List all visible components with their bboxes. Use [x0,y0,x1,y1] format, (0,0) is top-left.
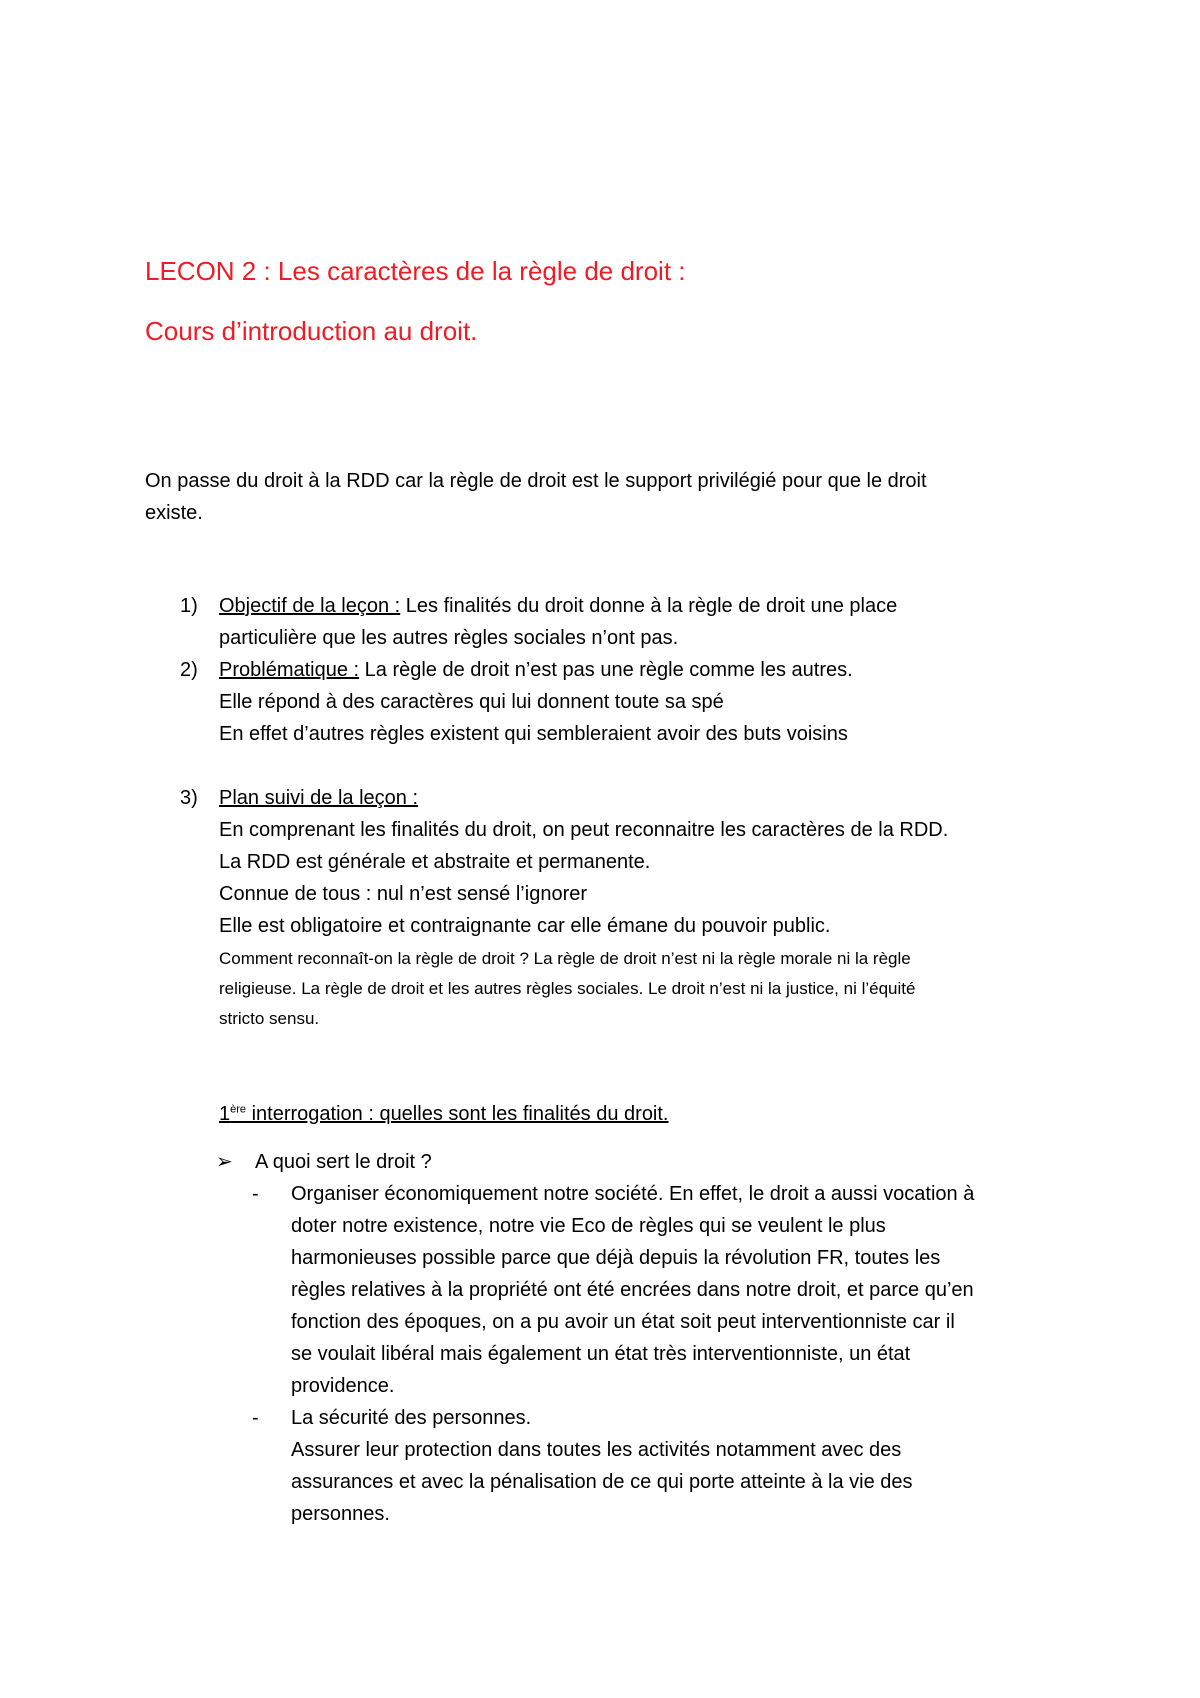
bullet-2-line-3: assurances et avec la pénalisation de ce qui porte atteinte à la vie des [291,1471,913,1493]
item-2-cont-1: Elle répond à des caractères qui lui donnent toute sa spé [219,691,724,713]
item-2-text: La règle de droit n’est pas une règle comme les autres. [359,659,853,681]
course-subtitle: Cours d’introduction au droit. [145,316,478,346]
interrogation-num: 1 [219,1103,231,1125]
item-2-line [219,654,853,686]
item-3-note-2: religieuse. La règle de droit et les autres règles sociales. Le droit n’est ni la justice, ni l’équité [219,979,916,998]
intro-line-1: On passe du droit à la RDD car la règle de droit est le support privilégié pour que le droit [145,470,927,492]
item-3-cont-4: Elle est obligatoire et contraignante car elle émane du pouvoir public. [219,915,831,937]
item-1-line [219,590,897,622]
bullet-1-line-4: règles relatives à la propriété ont été encrées dans notre droit, et parce qu’en [291,1279,974,1301]
lesson-title: LECON 2 : Les caractères de la règle de droit : [145,256,686,286]
bullet-1-line-7: providence. [291,1375,395,1397]
item-2-label: Problématique : [219,659,360,681]
item-3-cont-2: La RDD est générale et abstraite et permanente. [219,851,651,873]
interrogation-heading [219,1098,669,1130]
item-1-label: Objectif de la leçon : [219,595,401,617]
item-3-note-3: stricto sensu. [219,1009,320,1028]
item-2-cont-2: En effet d’autres règles existent qui sembleraient avoir des buts voisins [219,723,848,745]
arrow-bullet-icon: ➢ [216,1151,233,1173]
item-3-cont-3: Connue de tous : nul n’est sensé l’ignorer [219,883,588,905]
bullet-2-line-4: personnes. [291,1503,390,1525]
item-3-line [219,782,418,814]
bullet-1-line-5: fonction des époques, on a pu avoir un état soit peut interventionniste car il [291,1311,955,1333]
intro-line-2: existe. [145,502,203,524]
bullet-1-line-6: se voulait libéral mais également un état très interventionniste, un état [291,1343,911,1365]
item-1-text: Les finalités du droit donne à la règle de droit une place [400,595,898,617]
item-3-label: Plan suivi de la leçon : [219,787,419,809]
item-3-note-1: Comment reconnaît-on la règle de droit ? La règle de droit n’est ni la règle morale ni la règle [219,949,911,968]
bullet-1-line-1: Organiser économiquement notre société. En effet, le droit a aussi vocation à [291,1183,975,1205]
item-2-number: 2) [180,659,198,681]
bullet-1-line-2: doter notre existence, notre vie Eco de règles qui se veulent le plus [291,1215,886,1237]
bullet-2-line-2: Assurer leur protection dans toutes les activités notamment avec des [291,1439,902,1461]
item-1-cont-1: particulière que les autres règles sociales n’ont pas. [219,627,679,649]
item-3-cont-1: En comprenant les finalités du droit, on peut reconnaitre les caractères de la RDD. [219,819,949,841]
item-3-number: 3) [180,787,198,809]
bullet-2-line-1: La sécurité des personnes. [291,1407,532,1429]
dash-bullet: - [252,1407,259,1429]
interrogation-text: interrogation : quelles sont les finalités du droit. [246,1103,669,1125]
question-text: A quoi sert le droit ? [255,1151,432,1173]
bullet-1-line-3: harmonieuses possible parce que déjà depuis la révolution FR, toutes les [291,1247,941,1269]
interrogation-sup: ère [230,1103,247,1116]
dash-bullet: - [252,1183,259,1205]
item-1-number: 1) [180,595,198,617]
